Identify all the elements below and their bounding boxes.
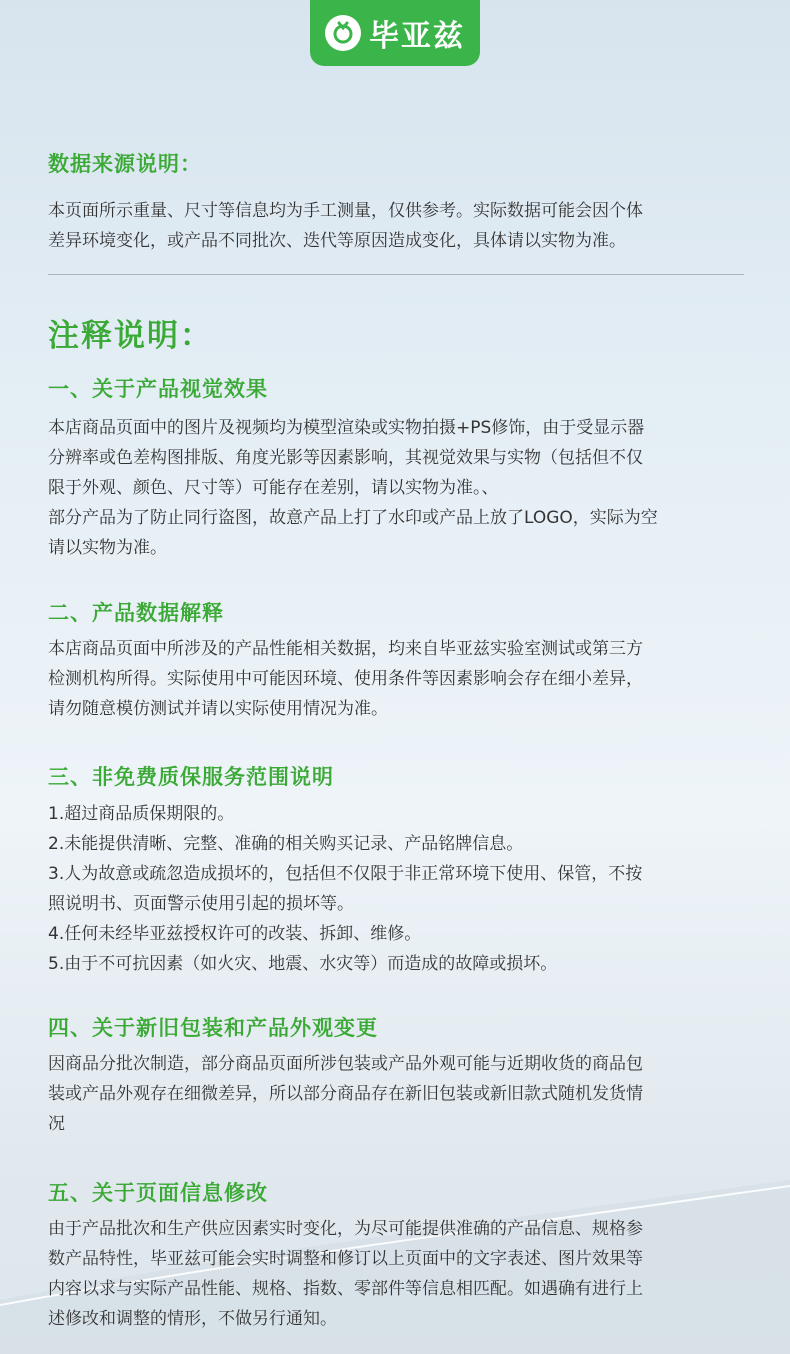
section-title-info-modification: 五、关于页面信息修改 xyxy=(48,1181,268,1205)
brand-name: 毕亚兹 xyxy=(369,19,465,54)
section-divider xyxy=(48,274,744,275)
section-title-product-data: 二、产品数据解释 xyxy=(48,601,224,625)
section-title-warranty-scope: 三、非免费质保服务范围说明 xyxy=(48,765,334,789)
section-title-visual-effect: 一、关于产品视觉效果 xyxy=(48,377,268,401)
brand-logo-icon xyxy=(325,15,361,51)
section-body-warranty-scope: 1.超过商品质保期限的。 2.未能提供清晰、完整、准确的相关购买记录、产品铭牌信息。 3.人为故意或疏忽造成损坏的，包括但不仅限于非正常环境下使用、保管，不按 照说明书、页面警示使用引起的损坏等。 4.任何未经毕亚兹授权许可的改装、拆卸、维修。 5.由于不可抗因素（如火灾、地震、水灾等）而造成的故障或损坏。 xyxy=(48,804,643,974)
notes-title: 注释说明： xyxy=(48,318,213,354)
section-body-visual-effect: 本店商品页面中的图片及视频均为模型渲染或实物拍摄+PS修饰，由于受显示器 分辨率或色差构图排版、角度光影等因素影响，其视觉效果与实物（包括但不仅 限于外观、颜色、尺寸等）可能存在差别，请以实物为准。、 部分产品为了防止同行盗图，故意产品上打了水印或产品上放了LOGO，实际为空 请以实物为准。 xyxy=(48,418,658,558)
brand-logo xyxy=(310,0,480,66)
data-source-body: 本页面所示重量、尺寸等信息均为手工测量，仅供参考。实际数据可能会因个体 差异环境变化，或产品不同批次、迭代等原因造成变化，具体请以实物为准。 xyxy=(48,201,643,251)
data-source-title: 数据来源说明： xyxy=(48,152,202,176)
section-title-packaging-change: 四、关于新旧包装和产品外观变更 xyxy=(48,1016,378,1040)
section-body-info-modification: 由于产品批次和生产供应因素实时变化，为尽可能提供准确的产品信息、规格参 数产品特性，毕亚兹可能会实时调整和修订以上页面中的文字表述、图片效果等 内容以求与实际产品性能、规格、指数、零部件等信息相匹配。如遇确有进行上 述修改和调整的情形，不做另行通知。 xyxy=(48,1219,643,1329)
section-body-packaging-change: 因商品分批次制造，部分商品页面所涉包装或产品外观可能与近期收货的商品包 装或产品外观存在细微差异，所以部分商品存在新旧包装或新旧款式随机发货情 况 xyxy=(48,1054,643,1134)
section-body-product-data: 本店商品页面中所涉及的产品性能相关数据，均来自毕亚兹实验室测试或第三方 检测机构所得。实际使用中可能因环境、使用条件等因素影响会存在细小差异， 请勿随意模仿测试并请以实际使用情况为准。 xyxy=(48,639,643,719)
